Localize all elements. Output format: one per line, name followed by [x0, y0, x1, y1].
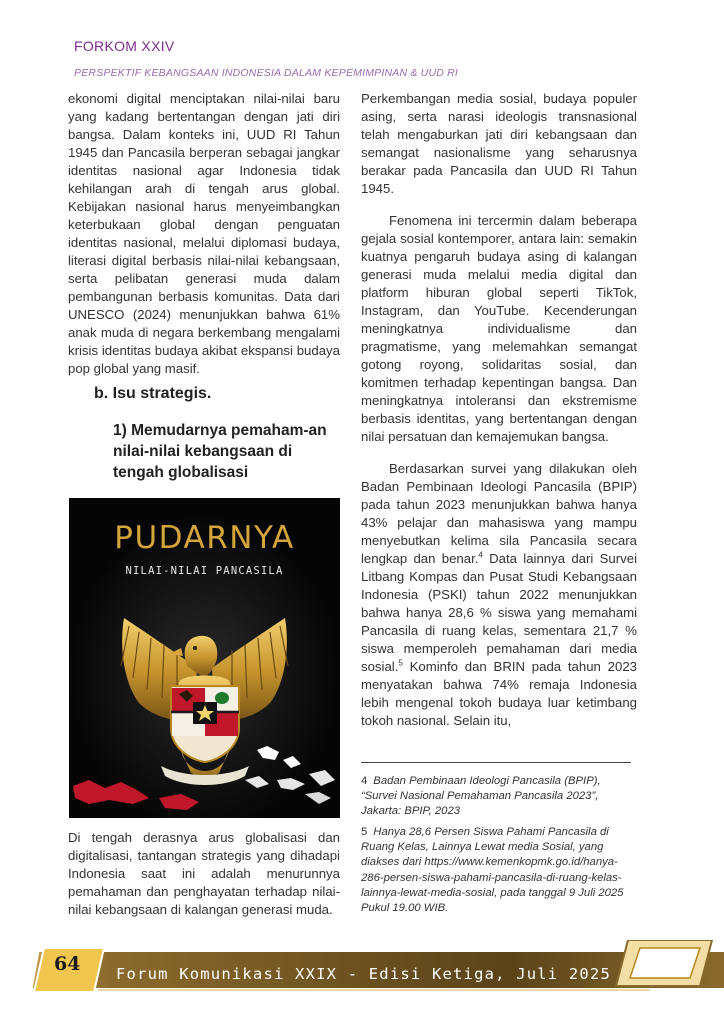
section-heading-b: b. Isu strategis.	[94, 385, 212, 402]
footnote-5	[361, 825, 631, 916]
right-column	[361, 90, 637, 730]
right-paragraph-3-part-c: Kominfo dan BRIN pada tahun 2023 menyatakan bahwa 74% remaja Indonesia lebih mengenal tokoh budaya luar ketimbang tokoh nasional. Selain itu,	[361, 659, 637, 728]
right-paragraph-3	[361, 460, 637, 730]
right-paragraph-3-part-b: Data lainnya dari Survei Litbang Kompas dan Pusat Studi Kebangsaan Indonesia (PSKI) tahun 2022 menunjukkan bahwa hanya 28,6 % siswa yang memahami Pancasila di ruang kelas, sementara 21,7 % siswa memperoleh pemahaman dari media sosial.	[361, 551, 637, 674]
footnote-ref-5[interactable]: 5	[398, 658, 403, 668]
poster-title: PUDARNYA	[114, 520, 295, 556]
pancasila-poster-image	[69, 498, 340, 818]
footnote-ref-4[interactable]: 4	[478, 550, 483, 560]
subsection-heading-1: 1) Memudarnya pemaham-an nilai-nilai kebangsaan di tengah globalisasi	[113, 422, 327, 481]
footer-text: Forum Komunikasi XXIX - Edisi Ketiga, Juli 2025	[116, 965, 611, 983]
running-header-title: FORKOM XXIV	[74, 38, 175, 54]
left-column	[68, 90, 340, 378]
running-header-subtitle: PERSPEKTIF KEBANGSAAN INDONESIA DALAM KEPEMIMPINAN & UUD RI	[74, 67, 459, 79]
right-paragraph-3-part-a: Berdasarkan survei yang dilakukan oleh Badan Pembinaan Ideologi Pancasila (BPIP) pada tahun 2023 menunjukkan bahwa hanya 43% pelajar dan mahasiswa yang mampu menyebutkan kelima sila Pancasila secara lengkap dan benar.	[361, 461, 637, 566]
footnote-number: 5	[361, 826, 368, 838]
left-paragraph-2: Di tengah derasnya arus globalisasi dan digitalisasi, tantangan strategis yang dihadapi Indonesia saat ini adalah menurunnya pemahaman dan penghayatan terhadap nilai-nilai kebangsaan di kalangan generasi muda.	[68, 830, 340, 917]
footnote-number: 4	[361, 775, 368, 787]
footnote-4	[361, 774, 631, 820]
right-paragraph-2: Fenomena ini tercermin dalam beberapa gejala sosial kontemporer, antara lain: semakin kuatnya pengaruh budaya asing di kalangan generasi muda melalui media digital dan platform hiburan global seperti TikTok, Instagram, dan YouTube. Kecenderungan meningkatnya individualisme dan pragmatisme, yang melemahkan semangat gotong royong, solidaritas sosial, dan komitmen terhadap kepentingan bangsa. Dan meningkatnya intoleransi dan ekstremisme berbasis identitas, yang bertentangan dengan nilai persatuan dan kemajemukan bangsa.	[361, 213, 637, 444]
footnote-text: Hanya 28,6 Persen Siswa Pahami Pancasila di Ruang Kelas, Lainnya Lewat media Sosial, yang diakses dari https://www.kemenkopmk.go.id/hanya-286-persen-siswa-pahami-pancasila-di-ruang-kelas-lainnya-lewat-media-sosial, pada tanggal 9 Juli 2025 Pukul 19.00 WIB.	[361, 826, 624, 915]
footnote-text: Badan Pembinaan Ideologi Pancasila (BPIP), “Survei Nasional Pemahaman Pancasila 2023”, Jakarta: BPIP, 2023	[361, 775, 601, 818]
page-number: 64	[54, 953, 81, 975]
left-paragraph-1: ekonomi digital menciptakan nilai-nilai baru yang kadang bertentangan dengan jati diri bangsa. Dalam konteks ini, UUD RI Tahun 1945 dan Pancasila berperan sebagai jangkar identitas nasional agar Indonesia tidak kehilangan arah di tengah arus global. Kebijakan nasional harus menyeimbangkan keterbukaan global dengan penguatan identitas nasional, melalui diplomasi budaya, literasi digital berbasis nilai-nilai kebangsaan, serta pelibatan generasi muda dalam pembangunan berbasis komunitas. Data dari UNESCO (2024) menunjukkan bahwa 61% anak muda di negara berkembang mengalami krisis identitas budaya akibat ekspansi budaya pop global yang masif.	[68, 91, 340, 376]
poster-subtitle: NILAI-NILAI PANCASILA	[125, 565, 284, 577]
footnote-divider	[361, 762, 631, 763]
right-paragraph-1: Perkembangan media sosial, budaya populer asing, serta narasi ideologis transnasional telah mengaburkan jati diri kebangsaan dan semangat nasionalisme yang seharusnya berakar pada Pancasila dan UUD RI Tahun 1945.	[361, 91, 637, 196]
